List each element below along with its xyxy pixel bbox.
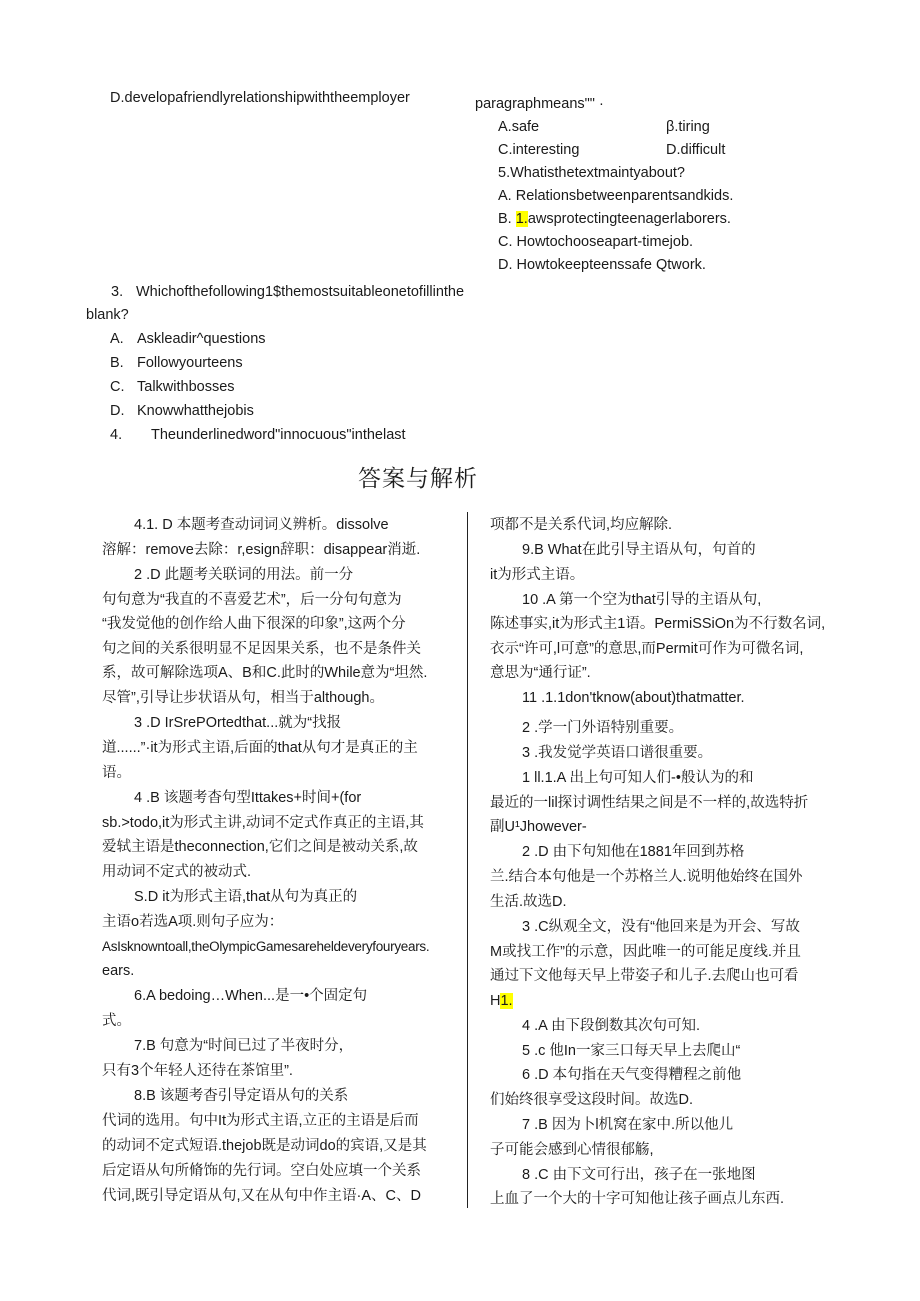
answer-line: S.D it为形式主语,that从句为真正的 (134, 889, 358, 905)
q3-option-a-letter: A. (110, 331, 124, 347)
q4-option-a: A.safe (498, 119, 540, 135)
q3-stem-line1: Whichofthefollowing1$themostsuitableonetofillinthe (136, 284, 465, 300)
answer-line: 句之间的关系很明显不足因果关系，也不是条件关 (102, 641, 421, 657)
q3-option-b-letter: B. (110, 355, 124, 371)
q5-option-b-letter: B. (498, 211, 512, 227)
answer-line: 1 ll.1.A 出上句可知人们-•般认为的和 (522, 770, 754, 786)
answer-title: 答案与解析 (358, 465, 478, 491)
answer-line: AsIsknowntoall,theOlympicGamesareheldeveryfouryears. (102, 939, 430, 954)
answer-line: 上血了一个大的十字可知他让孩子画点儿东西. (490, 1191, 785, 1207)
answer-line: sb.>todo,it为形式主讲,动词不定式作真正的主语,其 (102, 815, 424, 831)
answer-line: 代词,既引导定语从句,又在从句中作主语·A、C、D (102, 1188, 421, 1204)
answer-line: 4.1. D 本题考查动词词义辨析。dissolve (134, 517, 389, 533)
q4-option-c: C.interesting (498, 142, 580, 158)
answer-line: 意思为“通行证”. (490, 665, 591, 681)
q5-stem: 5.Whatisthetextmaintyabout? (498, 165, 685, 181)
answer-line: 的动词不定式短语.thejob既是动词do的宾语,又是其 (102, 1138, 427, 1154)
answer-line: 7 .B 因为卜l机窝在家中.所以他儿 (522, 1117, 734, 1133)
answer-line: 用动词不定式的被动式. (102, 864, 252, 880)
answer-line: M或找工作”的示意，因此唯一的可能足度线.并且 (490, 944, 801, 960)
q4-option-d: D.difficult (666, 142, 726, 158)
q5-option-d: D. Howtokeepteenssafe Qtwork. (498, 257, 706, 273)
answer-line: 最近的一lil探讨调性结果之间是不一样的,故选特折 (490, 795, 809, 811)
answer-line: 后定语从句所脩饰的先行词。空白处应填一个关系 (102, 1163, 421, 1179)
answer-line-text: H (490, 993, 501, 1009)
answer-line: 3 .C纵观全文，没有“他回来是为开会、写故 (522, 919, 800, 935)
q5-option-b-highlight: 1. (515, 211, 528, 227)
answer-line: 8 .C 由下文可行出，孩子在一张地图 (522, 1167, 756, 1183)
answer-line: 7.B 句意为“时间已过了半夜时分， (134, 1038, 354, 1054)
q3-option-c: Talkwithbosses (137, 379, 235, 395)
answer-line: 3 .D IrSrePOrtedthat...就为“找报 (134, 715, 342, 731)
answer-line: 子可能会感到心情很郁觞, (490, 1142, 654, 1158)
answer-line: 5 .c 他In一家三口每天早上去爬山“ (522, 1043, 741, 1059)
answer-line: 2 .学一门外语特别重要。 (522, 720, 684, 736)
answer-line: 6.A bedoing…When...是一•个固定句 (134, 988, 368, 1004)
answer-line: 9.B What在此引导主语从句，句首的 (522, 542, 756, 558)
answer-line: 2 .D 由下句知他在1881年回到苏格 (522, 844, 745, 860)
answer-line: 只有3个年轻人还待在茶馆里”. (102, 1063, 293, 1079)
q3-number: 3. (111, 284, 124, 300)
answer-line: 们始终很享受这段时间。故选D. (490, 1092, 693, 1108)
q4-stem-line1: Theunderlinedword"innocuous"inthelast (151, 427, 406, 443)
answer-line: 式。 (102, 1013, 131, 1029)
answer-line: 代词的选用。句中It为形式主语,立正的主语是后而 (102, 1113, 419, 1129)
answer-line: 8.B 该题考杳引导定语从句的关系 (134, 1088, 349, 1104)
answer-line: 4 .B 该题考杳句型Ittakes+时间+(for (134, 790, 362, 806)
q4-number: 4. (110, 427, 123, 443)
answer-line: 陈述事实,it为形式主1语。PermiSSiOn为不行数名词, (490, 616, 826, 632)
answer-line: 2 .D 此题考关联词的用法。前一分 (134, 567, 354, 583)
answer-line-highlighted (490, 992, 513, 1010)
q2-option-d: D.developafriendlyrelationshipwiththeemployer (110, 90, 410, 106)
q3-option-b: Followyourteens (137, 355, 243, 371)
answer-line: 爱轼主语是theconnection,它们之间是被动关系,故 (102, 839, 418, 855)
answer-line: 11 .1.1don'tknow(about)thatmatter. (522, 690, 745, 706)
q3-stem-line2: blank? (86, 307, 129, 323)
answer-line: “我发觉他的创作给人曲下很深的印象”,这两个分 (102, 616, 406, 632)
answer-line: 兰.结合本句他是一个苏格兰人.说明他始终在国外 (490, 869, 803, 885)
q5-option-b (498, 210, 731, 228)
q3-option-a: Askleadir^questions (137, 331, 266, 347)
column-divider (467, 512, 468, 1208)
q3-option-d: Knowwhatthejobis (137, 403, 254, 419)
q3-option-c-letter: C. (110, 379, 125, 395)
answer-line: 主语o若选A项.则句子应为： (102, 914, 284, 930)
answer-line: 10 .A 第一个空为that引导的主语从句, (522, 592, 762, 608)
answer-line: 道......”·it为形式主语,后面的that从句才是真正的主 (102, 740, 418, 756)
answer-line: ears. (102, 963, 135, 979)
answer-line: it为形式主语。 (490, 567, 585, 583)
q5-option-b-text: awsprotectingteenagerlaborers. (527, 211, 731, 227)
answer-line: 溶解：remove去除：r,esign辞职：disappear消逝. (102, 542, 421, 558)
answer-line: 尽管”,引导让步状语从句，相当于although。 (102, 690, 384, 706)
answer-line: 生活.故选D. (490, 894, 567, 910)
answer-highlight: 1. (500, 993, 513, 1009)
answer-line: 副U¹Jhowever- (490, 819, 587, 835)
answer-line: 项都不是关系代词,均应解除. (490, 517, 673, 533)
answer-line: 4 .A 由下段倒数其次句可知. (522, 1018, 701, 1034)
answer-line: 句句意为“我直的不喜爱艺术”，后一分句句意为 (102, 592, 402, 608)
answer-line: 6 .D 本句指在天气变得糟程之前他 (522, 1067, 742, 1083)
answer-line: 通过下文他每天早上带姿子和儿子.去爬山也可看 (490, 968, 799, 984)
q4-option-b: β.tiring (666, 119, 710, 135)
answer-line: 系，故可解除选项A、B和C.此时的While意为“坦然. (102, 665, 428, 681)
q5-option-a: A. Relationsbetweenparentsandkids. (498, 188, 734, 204)
q4-stem-cont: paragraphmeans"" · (475, 96, 604, 112)
answer-line: 3 .我发觉学英语口谱很重要。 (522, 745, 713, 761)
q5-option-c: C. Howtochooseapart-timejob. (498, 234, 694, 250)
q3-option-d-letter: D. (110, 403, 125, 419)
answer-line: 衣示“许可,l可意”的意思,而Permit可作为可微名词, (490, 641, 804, 657)
answer-line: 语。 (102, 765, 131, 781)
